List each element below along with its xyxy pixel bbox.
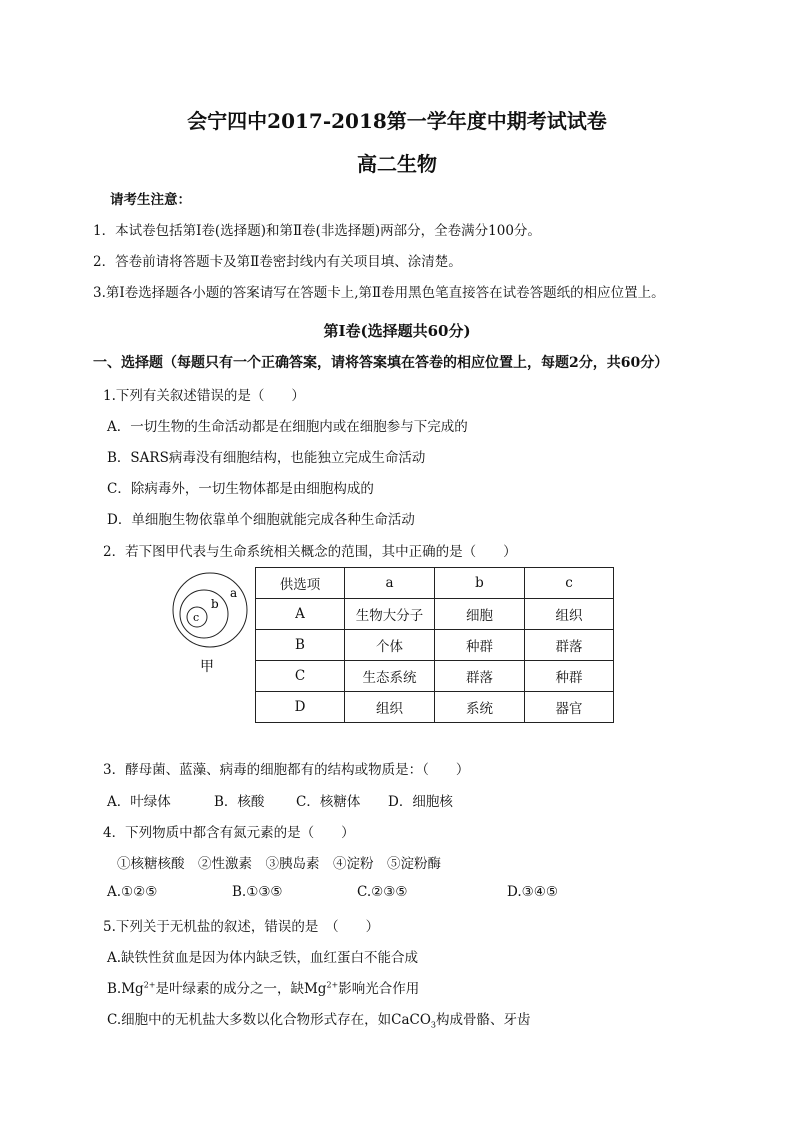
table-row: [256, 692, 614, 723]
table-row: [256, 599, 614, 630]
table-cell: 种群: [435, 630, 525, 661]
q3-option-c: C．核糖体: [296, 794, 361, 810]
notice-item-1: 1．本试卷包括第Ⅰ卷(选择题)和第Ⅱ卷(非选择题)两部分，全卷满分100分。: [93, 223, 541, 239]
exam-subject: 高二生物: [357, 152, 437, 176]
question-3-stem: 3．酵母菌、蓝藻、病毒的细胞都有的结构或物质是：（ ）: [103, 762, 470, 778]
table-cell: 群落: [435, 661, 525, 692]
exam-title: 会宁四中2017-2018第一学年度中期考试试卷: [187, 109, 607, 133]
q3-options: [107, 790, 507, 810]
q1-option-d: D．单细胞生物依靠单个细胞就能完成各种生命活动: [107, 512, 415, 528]
label-a: a: [230, 586, 238, 600]
table-cell: 器官: [525, 692, 614, 723]
q3-option-a: A．叶绿体: [107, 794, 171, 810]
notice-item-3: 3.第Ⅰ卷选择题各小题的答案请写在答题卡上,第Ⅱ卷用黑色笔直接答在试卷答题纸的相应位置上。: [93, 285, 665, 301]
table-header-cell: a: [345, 568, 435, 599]
table-cell: 生物大分子: [345, 599, 435, 630]
q1-option-b: B．SARS病毒没有细胞结构，也能独立完成生命活动: [107, 450, 426, 466]
table-cell: C: [256, 661, 345, 692]
question-1-stem: 1.下列有关叙述错误的是（ ）: [103, 388, 305, 404]
concept-circles-diagram: [170, 570, 260, 680]
q5-option-c: C.细胞中的无机盐大多数以化合物形式存在，如CaCO$_3$构成骨骼、牙齿: [107, 1012, 531, 1030]
section-instructions: 一、选择题（每题只有一个正确答案，请将答案填在答卷的相应位置上，每题2分，共60分）: [93, 355, 669, 371]
q1-option-a: A．一切生物的生命活动都是在细胞内或在细胞参与下完成的: [107, 419, 468, 435]
diagram-caption: 甲: [200, 659, 214, 675]
q4-option-b: B.①③⑤: [232, 884, 283, 900]
table-header-row: [256, 568, 614, 599]
table-row: [256, 661, 614, 692]
notice-item-2: 2．答卷前请将答题卡及第Ⅱ卷密封线内有关项目填、涂清楚。: [93, 254, 462, 270]
q5-option-b: $B.Mg^{2+}$是叶绿素的成分之一，缺$Mg^{2+}$影响光合作用: [107, 980, 420, 997]
table-cell: 生态系统: [345, 661, 435, 692]
q4-options: [107, 884, 607, 904]
table-cell: 群落: [525, 630, 614, 661]
table-cell: A: [256, 599, 345, 630]
table-cell: 细胞: [435, 599, 525, 630]
table-header-cell: 供选项: [256, 568, 345, 599]
table-header-cell: c: [525, 568, 614, 599]
q4-option-d: D.③④⑤: [507, 884, 558, 900]
question-4-stem: 4．下列物质中都含有氮元素的是（ ）: [103, 825, 355, 841]
q3-option-b: B．核酸: [214, 794, 265, 810]
q4-option-a: A.①②⑤: [107, 884, 158, 900]
q4-items: ①核糖核酸 ②性激素 ③胰岛素 ④淀粉 ⑤淀粉酶: [117, 856, 441, 872]
label-c: c: [193, 611, 200, 624]
q4-option-c: C.②③⑤: [357, 884, 408, 900]
q3-option-d: D．细胞核: [388, 794, 453, 810]
question-5-stem: 5.下列关于无机盐的叙述，错误的是 （ ）: [103, 919, 380, 935]
table-cell: 组织: [525, 599, 614, 630]
table-cell: 组织: [345, 692, 435, 723]
label-b: b: [211, 597, 219, 611]
table-cell: 系统: [435, 692, 525, 723]
circle-a: [173, 573, 247, 647]
table-cell: 种群: [525, 661, 614, 692]
q5-option-a: A.缺铁性贫血是因为体内缺乏铁，血红蛋白不能合成: [107, 950, 419, 966]
table-cell: D: [256, 692, 345, 723]
q1-option-c: C．除病毒外，一切生物体都是由细胞构成的: [107, 481, 374, 497]
notice-heading: 请考生注意：: [110, 192, 191, 208]
table-row: [256, 630, 614, 661]
table-cell: B: [256, 630, 345, 661]
table-header-cell: b: [435, 568, 525, 599]
options-table: [255, 567, 614, 723]
section-title: 第Ⅰ卷(选择题共60分): [323, 322, 471, 340]
table-cell: 个体: [345, 630, 435, 661]
question-2-stem: 2．若下图甲代表与生命系统相关概念的范围，其中正确的是（ ）: [103, 544, 517, 560]
